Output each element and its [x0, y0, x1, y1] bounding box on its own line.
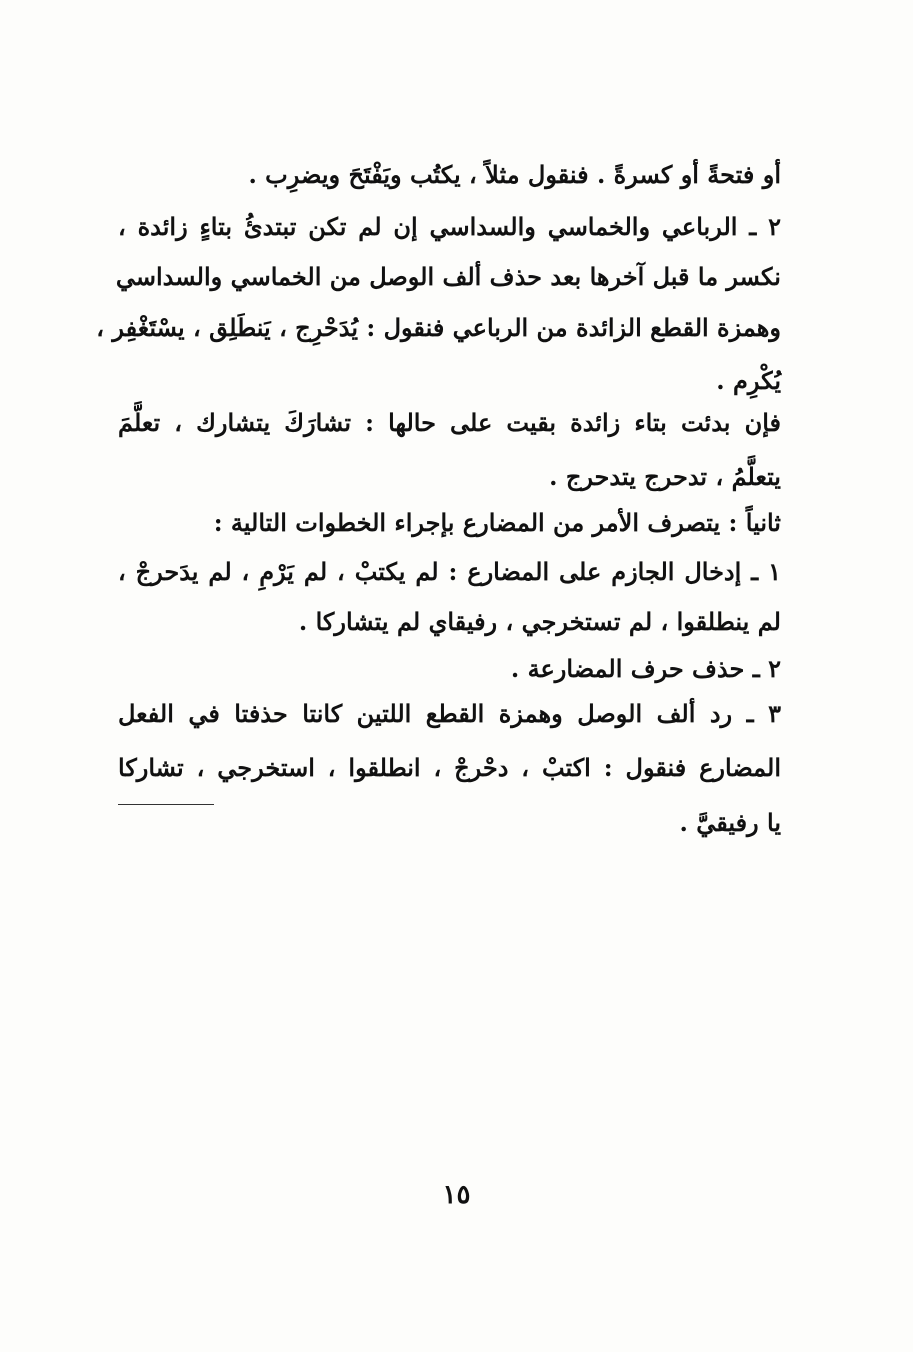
text-line-3: نكسر ما قبل آخرها بعد حذف ألف الوصل من الخماسي والسداسي: [115, 262, 781, 291]
text-line-11: ٢ ـ حذف حرف المضارعة .: [510, 654, 781, 683]
text-line-9: ١ ـ إدخال الجازم على المضارع : لم يكتبْ ، لم يَرْمِ ، لم يدَحرجْ ،: [118, 557, 781, 586]
text-line-5: يُكْرِم .: [716, 366, 781, 395]
page-number: ١٥: [442, 1180, 471, 1210]
text-line-2: ٢ ـ الرباعي والخماسي والسداسي إن لم تكن تبتدئُ بتاءٍ زائدة ،: [118, 212, 782, 241]
text-line-12: ٣ ـ رد ألف الوصل وهمزة القطع اللتين كانتا حذفتا في الفعل: [118, 699, 781, 728]
text-line-10: لم ينطلقوا ، لم تستخرجي ، رفيقاي لم يتشاركا .: [298, 607, 781, 636]
text-line-13: المضارع فنقول : اكتبْ ، دحْرجْ ، انطلقوا ، استخرجي ، تشاركا: [118, 753, 781, 782]
text-line-7: يتعلَّمُ ، تدحرج يتدحرج .: [549, 462, 781, 491]
text-line-4: وهمزة القطع الزائدة من الرباعي فنقول : يُدَحْرِج ، يَنطَلِق ، يسْتَغْفِر ،: [96, 313, 781, 342]
text-line-6: فإن بدئت بتاء زائدة بقيت على حالها : تشارَكَ يتشارك ، تعلَّمَ: [118, 408, 781, 437]
text-line-1: أو فتحةً أو كسرةً . فنقول مثلاً ، يكتُب ويَفْتَحَ ويضرِب .: [248, 160, 781, 189]
text-line-14: يا رفيقيَّ .: [679, 808, 781, 837]
text-line-8: ثانياً : يتصرف الأمر من المضارع بإجراء الخطوات التالية :: [213, 508, 781, 537]
divider-rule: [118, 804, 214, 805]
